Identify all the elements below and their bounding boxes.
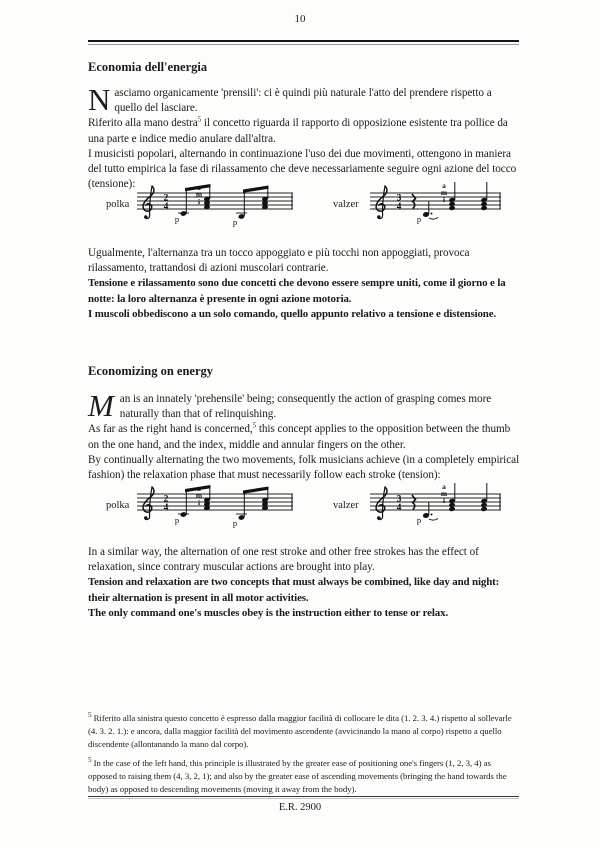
english-bold-statement-1: Tension and relaxation are two concepts that must always be combined, like day and night: their alternation is present in all motor activities. bbox=[88, 576, 500, 604]
footnote-english-text: In the case of the left hand, this principle is illustrated by the greater ease of positioning one's fingers (1, 2, 3, 4) as opposed to raising them (4, 3, 2, 1); and also by the greater ease of ascending movements (bringing the hand towards the body) as opposed to descending movements (moving it away from the body). bbox=[88, 758, 507, 794]
valzer-notation bbox=[368, 478, 503, 530]
valzer-label: valzer bbox=[333, 500, 359, 511]
english-paragraphs bbox=[88, 388, 520, 483]
english-bold-statement-2: The only command one's muscles obey is the instruction either to tense or relax. bbox=[88, 606, 449, 619]
footnote-marker: 5 bbox=[88, 756, 92, 765]
italian-dropcap-paragraph bbox=[88, 82, 520, 117]
dropcap-n: N bbox=[88, 82, 111, 117]
footnote-english bbox=[88, 757, 519, 796]
polka-label: polka bbox=[106, 199, 130, 210]
music-example-row-english bbox=[88, 478, 528, 540]
valzer-label: valzer bbox=[333, 199, 359, 210]
italian-paragraph-3: Ugualmente, l'alternanza tra un tocco appoggiato e più tocchi non appoggiati, provoca rilassamento, trattandosi di azioni muscolari contrarie. bbox=[88, 247, 470, 275]
polka-label: polka bbox=[106, 500, 130, 511]
footnote-marker: 5 bbox=[88, 711, 92, 720]
music-example-row-italian bbox=[88, 177, 528, 239]
catalog-number: E.R. 2900 bbox=[278, 802, 322, 813]
dropcap-m: M bbox=[88, 388, 114, 423]
english-conclusion bbox=[88, 545, 520, 621]
valzer-notation bbox=[368, 177, 503, 229]
italian-paragraph-2: I musicisti popolari, alternando in continuazione l'uso dei due movimenti, ottengono in maniera del tutto empirica la fase di rilassamento che deve necessariamente seguire ogni azione del tocco (tensione): bbox=[88, 147, 517, 191]
italian-bold-statement-1: Tensione e rilassamento sono due concetti che devono essere sempre uniti, come il giorno e la notte: la loro alternanza è presente in ogni azione motoria. bbox=[88, 277, 506, 305]
polka-notation bbox=[135, 177, 295, 229]
header-rule bbox=[88, 40, 519, 45]
footnote-marker: 5 bbox=[252, 421, 257, 430]
italian-opening-sentence: asciamo organicamente 'prensili': ci è quindi più naturale l'atto del prendere rispetto a quello del lasciare. bbox=[114, 87, 492, 115]
italian-conclusion bbox=[88, 246, 520, 322]
english-paragraph-2: By continually alternating the two movements, folk musicians achieve (in a completely empirical fashion) the relaxation phase that must necessarily follow each stroke (tension): bbox=[88, 453, 520, 482]
italian-section-heading: Economia dell'energia bbox=[88, 60, 208, 74]
english-opening-sentence: an is an innately 'prehensile' being; consequently the action of grasping comes more naturally than that of relinquishing. bbox=[119, 393, 492, 421]
footnote-italian-text: Riferito alla sinistra questo concetto è espresso dalla maggior facilità di collocare le dita (1. 2. 3. 4.) rispetto al sollevarle (4. 3. 2. 1.): e ancora, dalla maggior facilità del movimento ascendente (avvicinando la mano al corpo) rispetto a quello discendente (allontanando la mano dal corpo). bbox=[88, 713, 512, 749]
italian-bold-statement-2: I muscoli obbediscono a un solo comando, quello appunto relativo a tensione e distensione. bbox=[88, 307, 497, 320]
english-dropcap-paragraph bbox=[88, 388, 520, 423]
english-section-heading: Economizing on energy bbox=[88, 364, 213, 378]
polka-notation bbox=[135, 478, 295, 530]
footnote-italian bbox=[88, 712, 519, 751]
italian-paragraph-1: Riferito alla mano destra$^5$ il concetto riguarda il rapporto di opposizione esistente tra pollice da una parte e indice medio anulare dall'altra. bbox=[88, 115, 508, 145]
page-number: 10 bbox=[294, 13, 306, 25]
english-paragraph-1: As far as the right hand is concerned,$^5$ this concept applies to the opposition between the thumb on the one hand, and the index, middle and annular fingers on the other. bbox=[88, 421, 511, 451]
footer-rule bbox=[88, 796, 519, 799]
footnote-marker: 5 bbox=[197, 115, 202, 124]
english-paragraph-3: In a similar way, the alternation of one rest stroke and other free strokes has the effect of relaxation, since contrary muscular actions are brought into play. bbox=[88, 546, 479, 574]
